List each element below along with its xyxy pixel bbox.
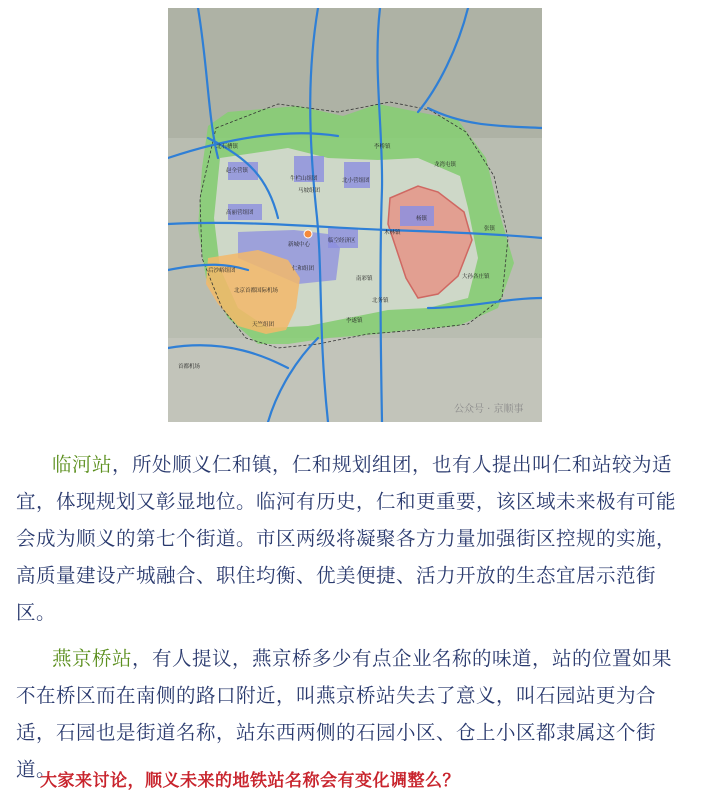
town-label: 张镇 [484,226,496,232]
town-label: 仁和组团 [292,266,315,272]
town-label: 牛栏山组团 [290,176,318,182]
town-label: 李遂镇 [346,318,363,324]
town-label: 首都机场 [178,364,201,370]
town-label: 马坡组团 [298,188,321,194]
town-label: 木林镇 [384,230,401,236]
town-label: 李桥镇 [374,144,391,150]
paragraph-linhe-station [16,446,690,631]
town-label: 新城中心 [288,242,311,248]
town-label: 北小营组团 [342,178,370,184]
discussion-question: 大家来讨论，顺义未来的地铁站名称会有变化调整么？ [40,771,460,791]
station-name-highlight: 临河站 [52,453,113,476]
town-label: 天竺组团 [252,322,275,328]
town-label: 杨镇 [416,216,428,222]
town-label: 北务镇 [372,298,389,304]
watermark: 公众号 · 京顺事 [454,404,524,415]
town-label: 高丽营组团 [226,210,254,216]
town-label: 龙湾屯镇 [434,162,457,168]
cluster-beixiaoying [344,162,370,188]
station-name-highlight: 燕京桥站 [52,647,133,670]
town-label: 临空经济区 [328,238,356,244]
town-label: 后沙峪组团 [208,268,236,274]
paragraph-body: ，有人提议，燕京桥多少有点企业名称的味道，站的位置如果不在桥区而在南侧的路口附近，叫燕京桥站失去了意义，叫石园站更为合适，石园也是街道名称，站东西两侧的石园小区、仓上小区都隶属这个街道。 [16,647,673,781]
town-label: 南彩镇 [356,276,373,282]
town-label: 北京首都国际机场 [234,288,279,294]
map-svg [168,8,542,422]
city-center-marker [304,230,312,238]
town-label: 赵全营镇 [226,168,249,174]
town-label: 大孙各庄镇 [462,274,490,280]
shunyi-planning-map [168,8,542,422]
paragraph-body: ，所处顺义仁和镇，仁和规划组团，也有人提出叫仁和站较为适宜，体现规划又彰显地位。临河有历史，仁和更重要，该区域未来极有可能会成为顺义的第七个街道。市区两级将凝聚各方力量加强街区控规的实施，高质量建设产城融合、职住均衡、优美便捷、活力开放的生态宜居示范街区。 [16,453,677,624]
town-label: 北石槽镇 [216,144,239,150]
